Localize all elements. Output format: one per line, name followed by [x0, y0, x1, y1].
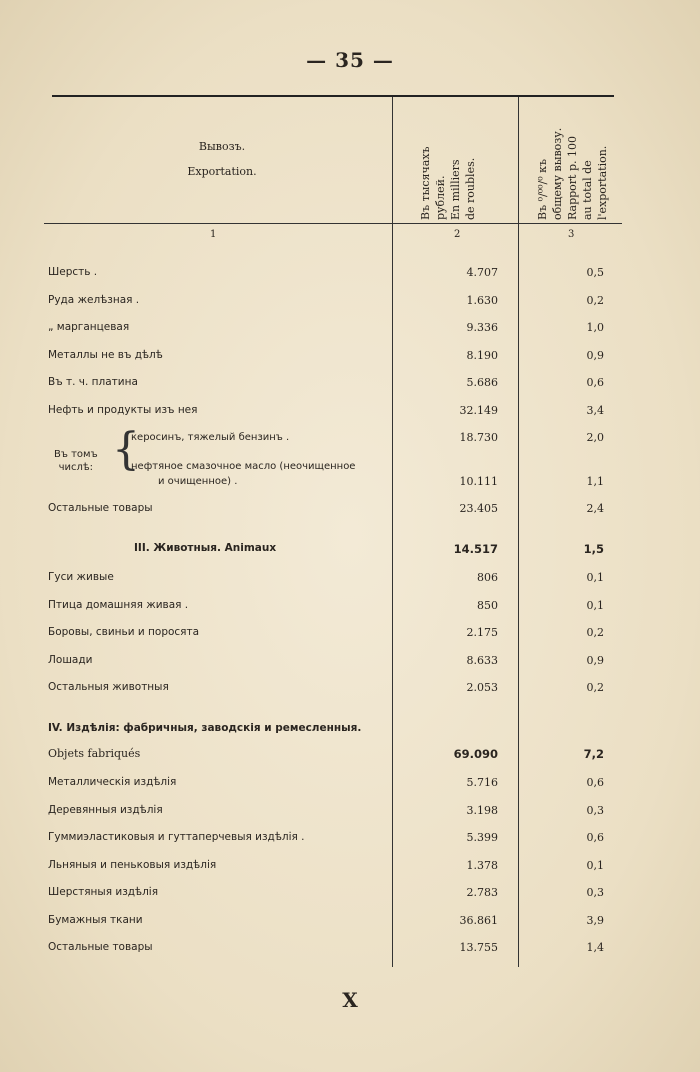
row-percent: 2,0	[586, 431, 604, 444]
row-label: Въ т. ч. платина	[48, 376, 138, 388]
row-percent: 0,5	[586, 266, 604, 279]
section-row	[0, 542, 700, 564]
table-row	[0, 599, 700, 621]
row-percent: 0,2	[586, 293, 604, 307]
row-label: Гуси живые	[48, 571, 114, 583]
row-value: 1.630	[466, 293, 498, 307]
row-value: 4.707	[466, 266, 498, 279]
table-row	[0, 321, 700, 343]
row-value: 10.111	[459, 475, 498, 488]
section-subtitle: Objets fabriqués	[48, 747, 141, 760]
row-label: Льняныя и пеньковыя издѣлія	[48, 858, 217, 871]
table-row	[0, 859, 700, 881]
section-percent: 1,5	[583, 542, 604, 556]
row-label: Лошади	[48, 653, 93, 666]
row-percent: 0,3	[586, 886, 604, 899]
row-label: керосинъ, тяжелый бензинъ .	[131, 432, 290, 443]
row-percent: 0,6	[586, 776, 604, 789]
row-value: 2.053	[466, 681, 498, 694]
row-label: Бумажныя ткани	[48, 913, 143, 926]
row-value: 5.716	[466, 776, 498, 789]
header-col1-ru: Вывозъ.	[198, 140, 246, 153]
row-label: Шерсть .	[48, 266, 98, 278]
table-row	[0, 654, 700, 676]
table-row	[0, 886, 700, 908]
row-label: Боровы, свиньи и поросята	[48, 626, 200, 638]
column-number-1: 1	[210, 229, 217, 240]
row-label: Руда желѣзная .	[48, 293, 140, 306]
row-value: 5.399	[466, 831, 498, 844]
row-value: 32.149	[459, 403, 498, 417]
row-value: 850	[477, 598, 498, 612]
section-percent: 7,2	[583, 747, 604, 761]
row-percent: 0,1	[586, 858, 604, 872]
row-label: Остальные товары	[48, 502, 153, 514]
row-value: 1.378	[466, 858, 498, 872]
row-percent: 1,4	[586, 941, 604, 954]
row-label: Металлическія издѣлія	[48, 776, 177, 788]
row-label: Деревянныя издѣлія	[48, 803, 163, 816]
row-value: 8.190	[466, 348, 498, 362]
header-col3: Въ ⁰/⁰⁰/⁰ къ общему вывозу. Rapport p. 100 au total de l'exportation.	[536, 127, 609, 220]
table-row	[0, 431, 700, 453]
row-label: „ марганцевая	[48, 321, 130, 333]
row-percent: 3,4	[586, 403, 604, 417]
row-percent: 0,1	[586, 571, 604, 584]
row-value: 36.861	[459, 913, 498, 927]
row-percent: 0,9	[586, 348, 604, 362]
row-percent: 1,0	[586, 321, 604, 334]
table-row	[0, 626, 700, 648]
row-percent: 3,9	[586, 913, 604, 927]
row-label: Остальные товары	[48, 941, 153, 953]
row-label: Металлы не въ дѣлѣ	[48, 348, 163, 361]
row-percent: 0,9	[586, 653, 604, 667]
table-row	[0, 914, 700, 936]
table-row	[0, 294, 700, 316]
row-percent: 0,6	[586, 831, 604, 844]
row-label: Остальныя животныя	[48, 681, 169, 693]
section-title: III. Животныя. Animaux	[134, 542, 277, 554]
header-col2: Въ тысячахъ рублей. En milliers de roubles.	[419, 146, 477, 220]
row-value: 2.783	[466, 886, 498, 899]
row-percent: 0,2	[586, 681, 604, 694]
row-label: Нефть и продукты изъ нея	[48, 403, 198, 416]
row-value: 5.686	[466, 376, 498, 389]
brace-glyph: {	[112, 424, 140, 475]
row-percent: 0,1	[586, 598, 604, 612]
row-percent: 0,3	[586, 803, 604, 817]
row-label: и очищенное) .	[158, 476, 238, 487]
table-row	[0, 266, 700, 288]
row-value: 9.336	[466, 321, 498, 334]
table-header-rule	[44, 223, 622, 224]
row-percent: 0,2	[586, 626, 604, 639]
table-row	[0, 376, 700, 398]
section-title: IV. Издѣлія: фабричныя, заводскія и ремесленныя.	[48, 722, 362, 734]
section-value: 14.517	[453, 542, 498, 556]
table-row	[0, 804, 700, 826]
section-value: 69.090	[453, 747, 498, 761]
column-number-2: 2	[454, 229, 461, 240]
row-value: 8.633	[466, 653, 498, 667]
row-value: 3.198	[466, 803, 498, 817]
row-value: 13.755	[459, 941, 498, 954]
table-row	[0, 349, 700, 371]
table-row	[0, 571, 700, 593]
row-label: Птица домашняя живая .	[48, 598, 189, 611]
table-row	[0, 831, 700, 853]
row-value: 2.175	[466, 626, 498, 639]
row-label: Гуммиэластиковыя и гуттаперчевыя издѣлія .	[48, 831, 305, 843]
table-row	[0, 475, 700, 497]
table-row	[0, 404, 700, 426]
row-percent: 2,4	[586, 502, 604, 515]
row-label: нефтяное смазочное масло (неочищенное	[131, 461, 356, 472]
section-row	[0, 747, 700, 769]
row-value: 806	[477, 571, 498, 584]
table-row	[0, 941, 700, 963]
table-row	[0, 502, 700, 524]
row-percent: 1,1	[586, 475, 604, 488]
table-top-rule	[52, 95, 614, 97]
row-value: 23.405	[459, 502, 498, 515]
table-row	[0, 776, 700, 798]
row-value: 18.730	[459, 431, 498, 444]
page-number: — 35 —	[306, 48, 394, 72]
column-number-3: 3	[568, 229, 575, 240]
table-row	[0, 681, 700, 703]
header-col1-fr: Exportation.	[187, 165, 257, 178]
row-label: Шерстяныя издѣлія	[48, 886, 159, 898]
signature-mark: X	[342, 988, 358, 1012]
row-percent: 0,6	[586, 376, 604, 389]
including-label: Въ томъ числѣ:	[54, 449, 98, 473]
